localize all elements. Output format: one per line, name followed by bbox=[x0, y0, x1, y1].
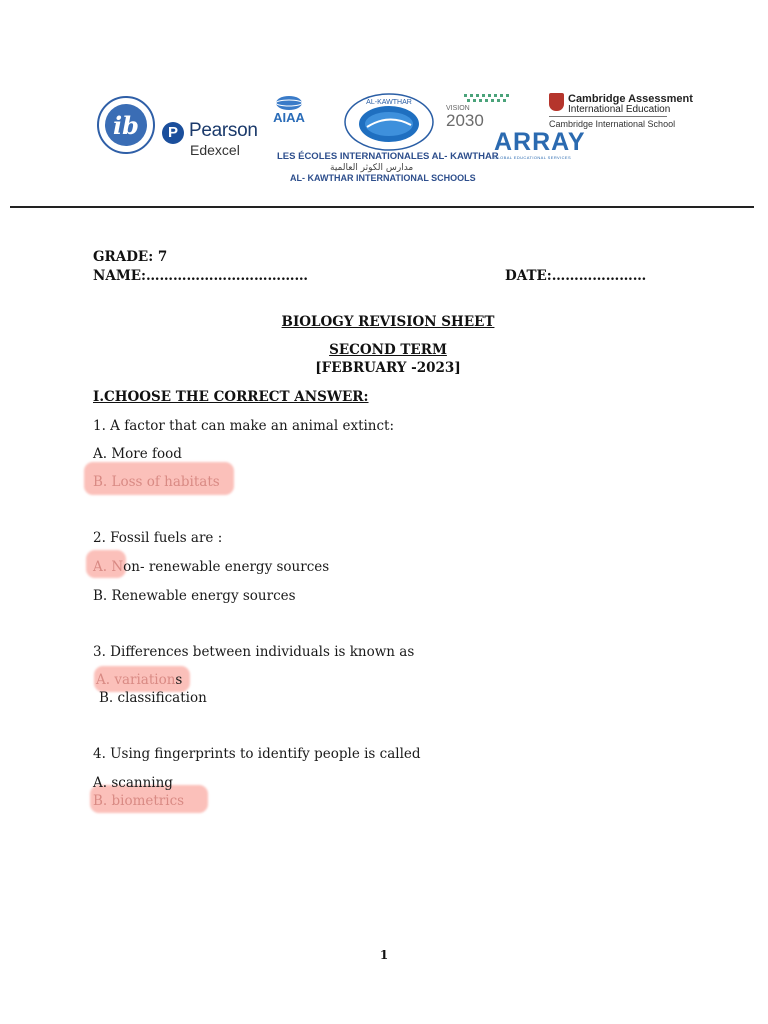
term-title: SECOND TERM bbox=[329, 342, 447, 358]
date-field: DATE:………………… bbox=[505, 268, 647, 284]
al-kawthar-logo bbox=[343, 93, 435, 151]
pearson-subtitle: Edexcel bbox=[190, 142, 240, 158]
question-4-option-b: B. biometrics bbox=[93, 793, 185, 809]
question-3-option-b: B. classification bbox=[99, 690, 207, 706]
question-1-option-a: A. More food bbox=[93, 446, 182, 462]
question-1-option-b: B. Loss of habitats bbox=[93, 474, 220, 490]
name-field: NAME:……………………………… bbox=[93, 268, 309, 284]
cambridge-shield-icon bbox=[549, 93, 564, 111]
array-tagline: GLOBAL EDUCATIONAL SERVICES bbox=[494, 155, 572, 160]
cambridge-divider bbox=[549, 116, 667, 117]
school-name-english: AL- KAWTHAR INTERNATIONAL SCHOOLS bbox=[290, 173, 476, 183]
question-4: 4. Using fingerprints to identify people is called bbox=[93, 746, 421, 762]
svg-text:2030: 2030 bbox=[446, 111, 484, 130]
question-4-option-a: A. scanning bbox=[93, 775, 173, 791]
grade-label: GRADE: 7 bbox=[93, 249, 168, 265]
pearson-name: Pearson bbox=[189, 120, 258, 141]
question-3-option-a: A. variations bbox=[96, 672, 183, 688]
page-number: 1 bbox=[379, 948, 389, 962]
pearson-p-icon: P bbox=[162, 122, 184, 144]
cambridge-line2: International Education bbox=[568, 104, 671, 115]
array-logo bbox=[494, 128, 586, 160]
aiaa-logo bbox=[258, 94, 320, 128]
question-2-option-a: A. Non- renewable energy sources bbox=[93, 559, 330, 575]
section-heading: I.CHOOSE THE CORRECT ANSWER: bbox=[93, 389, 369, 405]
school-name-french: LES ÉCOLES INTERNATIONALES AL- KAWTHAR bbox=[277, 151, 499, 162]
header-divider bbox=[10, 206, 754, 208]
ib-logo bbox=[96, 96, 156, 154]
term-date: [FEBRUARY -2023] bbox=[315, 360, 461, 376]
svg-text:VISION: VISION bbox=[446, 105, 470, 112]
question-2: 2. Fossil fuels are : bbox=[93, 530, 223, 546]
sheet-title: BIOLOGY REVISION SHEET bbox=[281, 314, 495, 330]
svg-text:AL-KAWTHAR: AL-KAWTHAR bbox=[366, 99, 412, 106]
svg-text:AIAA: AIAA bbox=[273, 110, 305, 125]
question-3: 3. Differences between individuals is known as bbox=[93, 644, 415, 660]
cambridge-line3: Cambridge International School bbox=[549, 119, 676, 129]
svg-text:ib: ib bbox=[113, 111, 139, 140]
question-2-option-b: B. Renewable energy sources bbox=[93, 588, 296, 604]
array-wordmark: ARRAY bbox=[494, 128, 586, 156]
school-name-arabic: مدارس الكوثر العالمية bbox=[330, 163, 414, 173]
question-1: 1. A factor that can make an animal extinct: bbox=[93, 418, 395, 434]
cambridge-line1: Cambridge Assessment bbox=[568, 93, 693, 105]
